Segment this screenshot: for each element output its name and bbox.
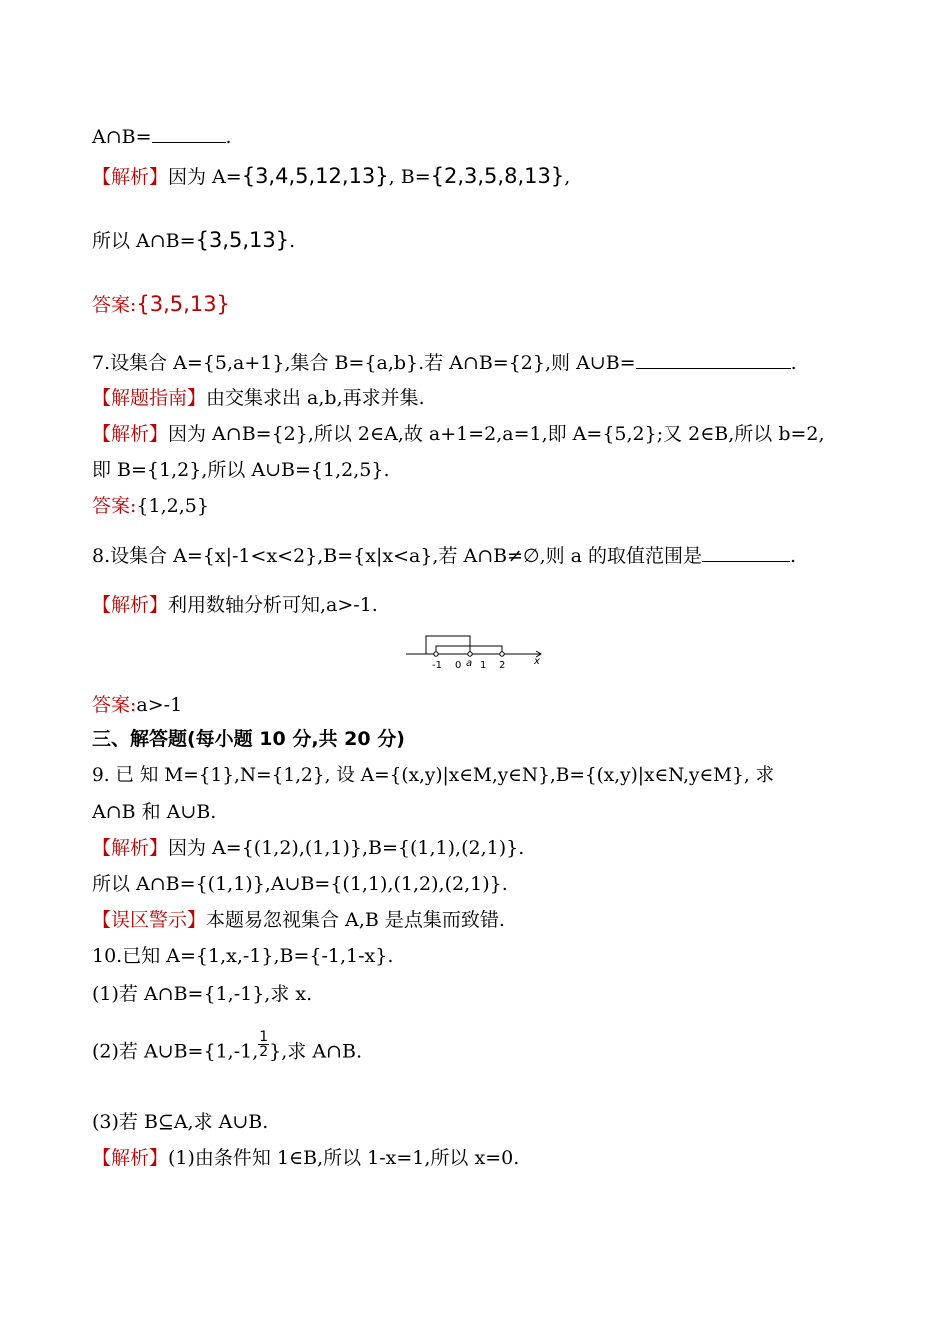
text: 7.设集合 A={5,a+1},集合 B={a,b}.若 A∩B={2},则 A∪B= bbox=[92, 352, 636, 374]
text: },求 A∩B. bbox=[269, 1040, 362, 1063]
text: {1,2,5} bbox=[136, 495, 209, 517]
text: . bbox=[790, 352, 797, 374]
text: A∩B= bbox=[92, 126, 152, 148]
text: (1)若 A∩B={1,-1},求 x. bbox=[92, 983, 313, 1005]
number-line-figure bbox=[400, 626, 550, 672]
text: A∩B 和 A∪B. bbox=[92, 801, 217, 823]
text: 所以 A∩B= bbox=[92, 230, 196, 252]
open-point-2 bbox=[500, 652, 504, 656]
answer-set: {3,5,13} bbox=[136, 292, 230, 316]
question-7-solution-1 bbox=[92, 422, 825, 446]
section-title: 三、解答题(每小题 10 分,共 20 分) bbox=[92, 728, 405, 750]
text: (2)若 A∪B={1,-1, bbox=[92, 1040, 259, 1063]
open-point-a bbox=[468, 652, 472, 656]
analysis-tag: 【解析】 bbox=[92, 837, 169, 859]
text: (1)由条件知 1∈B,所以 1-x=1,所以 x=0. bbox=[168, 1147, 520, 1169]
question-8-solution bbox=[92, 593, 378, 617]
analysis-tag: 【解析】 bbox=[92, 594, 169, 616]
text: 本题易忽视集合 A,B 是点集而致错. bbox=[206, 909, 505, 931]
text: 8.设集合 A={x|-1<x<2},B={x|x<a},若 A∩B≠∅,则 a 的取值范围是 bbox=[92, 545, 703, 567]
analysis-tag: 【解析】 bbox=[92, 1147, 169, 1169]
text: a>-1 bbox=[136, 694, 183, 716]
text: 所以 A∩B={(1,1)},A∪B={(1,1),(1,2),(2,1)}. bbox=[92, 873, 508, 895]
text: . bbox=[225, 126, 232, 148]
question-9-solution-2 bbox=[92, 872, 508, 896]
text: 即 B={1,2},所以 A∪B={1,2,5}. bbox=[92, 459, 390, 481]
tick-label-1: 1 bbox=[480, 660, 487, 671]
question-8 bbox=[92, 543, 796, 568]
analysis-line bbox=[92, 164, 570, 189]
fraction-one-half bbox=[258, 1030, 269, 1059]
question-9-line-2 bbox=[92, 800, 216, 824]
question-7-solution-2 bbox=[92, 458, 389, 482]
tick-label-2: 2 bbox=[499, 660, 506, 671]
analysis-tag: 【解析】 bbox=[92, 166, 169, 188]
analysis-tag: 【解析】 bbox=[92, 423, 169, 445]
axis-label-x: x bbox=[534, 656, 540, 667]
section-heading bbox=[92, 727, 405, 751]
text: . bbox=[790, 545, 797, 567]
fraction-denominator: 2 bbox=[259, 1044, 269, 1060]
tick-label-a: a bbox=[466, 658, 473, 669]
text: (3)若 B⊆A,求 A∪B. bbox=[92, 1111, 269, 1133]
set-b-bracket bbox=[426, 636, 470, 654]
question-9-warning bbox=[92, 908, 505, 932]
text: , bbox=[564, 166, 571, 188]
question-9-solution-1 bbox=[92, 836, 524, 860]
text: 因为 A= bbox=[168, 166, 242, 188]
intersection-line bbox=[92, 124, 232, 149]
text: 因为 A∩B={2},所以 2∈A,故 a+1=2,a=1,即 A={5,2};又 2∈B,所以 b=2, bbox=[168, 423, 825, 445]
answer-label: 答案: bbox=[92, 495, 137, 517]
question-7-hint bbox=[92, 386, 425, 410]
answer-blank bbox=[152, 124, 226, 143]
tick-label-0: 0 bbox=[455, 660, 462, 671]
tick-label-neg1: -1 bbox=[432, 660, 442, 671]
answer-blank bbox=[636, 350, 791, 369]
question-9-line-1 bbox=[92, 764, 774, 788]
answer-label: 答案: bbox=[92, 294, 137, 316]
open-point-neg1 bbox=[434, 652, 438, 656]
question-8-answer bbox=[92, 693, 182, 717]
text: 利用数轴分析可知,a>-1. bbox=[168, 594, 378, 616]
text: 因为 A={(1,2),(1,1)},B={(1,1),(2,1)}. bbox=[168, 837, 525, 859]
question-10-part-2 bbox=[92, 1029, 362, 1067]
fraction-numerator: 1 bbox=[259, 1029, 269, 1045]
warning-tag: 【误区警示】 bbox=[92, 909, 207, 931]
set-b: {2,3,5,8,13} bbox=[430, 164, 565, 188]
question-10 bbox=[92, 944, 393, 968]
question-10-solution bbox=[92, 1146, 519, 1170]
question-7 bbox=[92, 350, 797, 375]
result-line bbox=[92, 228, 295, 253]
answer-line bbox=[92, 292, 230, 317]
question-10-part-3 bbox=[92, 1110, 268, 1134]
text: , B= bbox=[388, 166, 431, 188]
text: 9. 已 知 M={1},N={1,2}, 设 A={(x,y)|x∈M,y∈N},B={(x,y)|x∈N,y∈M}, 求 bbox=[92, 765, 775, 786]
question-7-answer bbox=[92, 494, 209, 518]
hint-tag: 【解题指南】 bbox=[92, 387, 207, 409]
answer-label: 答案: bbox=[92, 694, 137, 716]
text: 10.已知 A={1,x,-1},B={-1,1-x}. bbox=[92, 945, 394, 967]
answer-blank bbox=[702, 543, 790, 562]
text: 由交集求出 a,b,再求并集. bbox=[206, 387, 425, 409]
set-result: {3,5,13} bbox=[195, 228, 290, 252]
question-10-part-1 bbox=[92, 982, 312, 1006]
text: . bbox=[289, 230, 296, 252]
set-a: {3,4,5,12,13} bbox=[241, 164, 389, 188]
